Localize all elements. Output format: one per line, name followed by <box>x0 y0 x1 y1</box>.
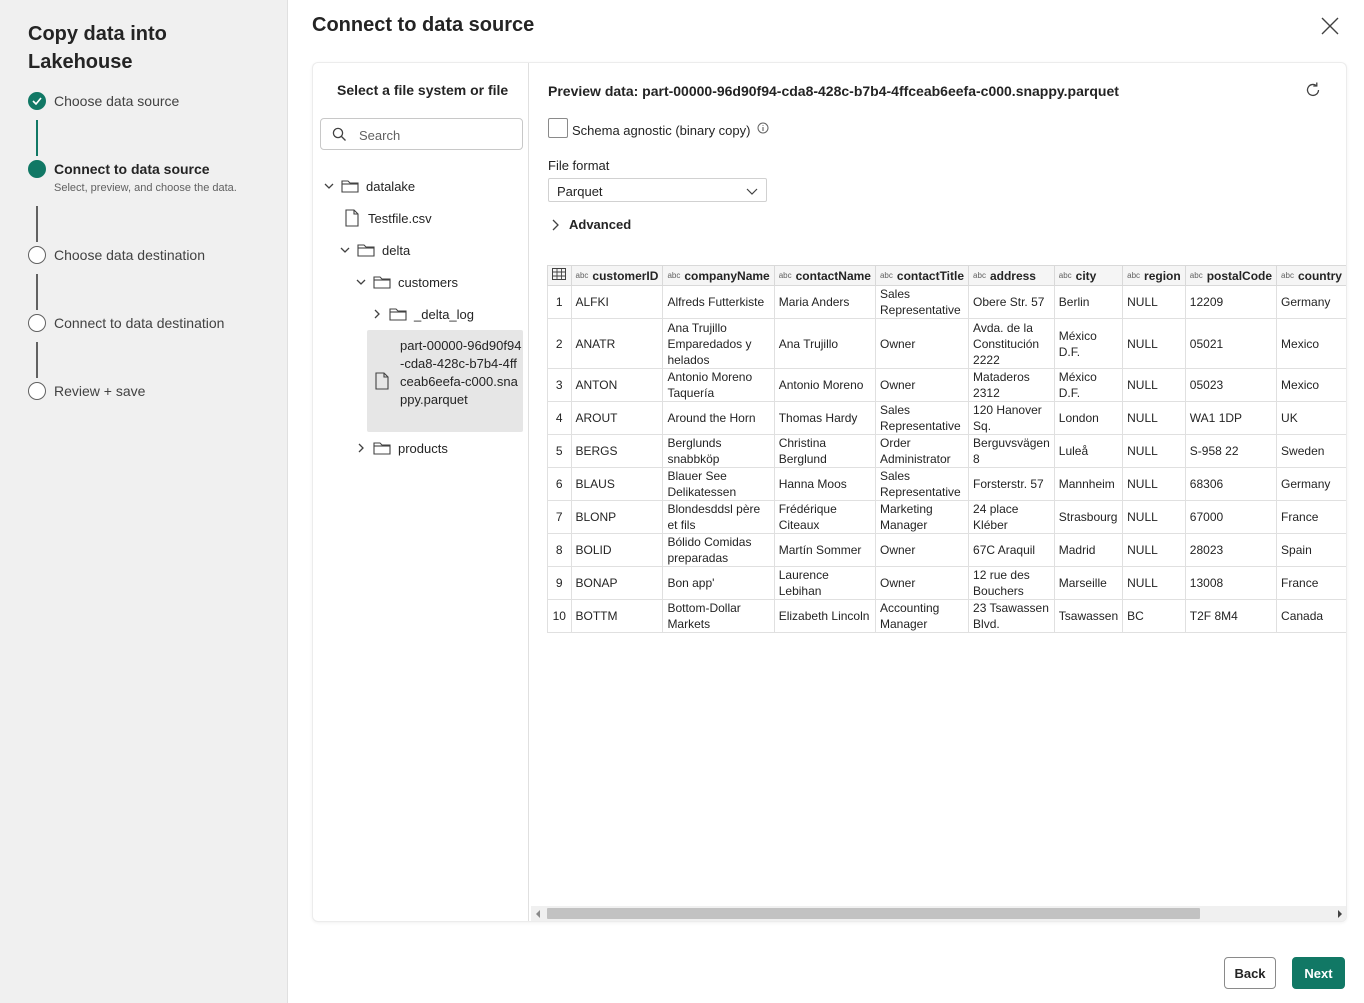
row-index-cell: 4 <box>548 402 572 435</box>
table-cell: Christina Berglund <box>774 435 875 468</box>
table-cell: Blauer See Delikatessen <box>663 468 774 501</box>
table-cell: Frédérique Citeaux <box>774 501 875 534</box>
table-cell: México D.F. <box>1054 369 1122 402</box>
table-cell: Laurence Lebihan <box>774 567 875 600</box>
column-header[interactable] <box>663 266 774 286</box>
file-tree-pane <box>313 63 529 922</box>
table-row <box>548 402 1347 435</box>
table-cell: BC <box>1123 600 1186 633</box>
table-cell: UK <box>1277 402 1347 435</box>
table-cell: Owner <box>875 567 968 600</box>
column-header-label: city <box>1075 268 1097 283</box>
table-cell: Madrid <box>1054 534 1122 567</box>
table-cell: Mexico <box>1277 319 1347 369</box>
table-cell: Alfreds Futterkiste <box>663 286 774 319</box>
column-header-label: address <box>989 268 1036 283</box>
chevron-down-icon[interactable] <box>353 274 369 290</box>
tree-item-testfile[interactable] <box>343 205 432 231</box>
table-cell: BERGS <box>571 435 663 468</box>
table-cell: S-958 22 <box>1185 435 1276 468</box>
table-cell: Bólido Comidas preparadas <box>663 534 774 567</box>
type-tag: abc <box>1281 270 1294 280</box>
type-tag: abc <box>879 270 893 280</box>
column-header[interactable] <box>1054 266 1122 286</box>
column-header-label: contactTitle <box>896 268 965 283</box>
row-index-cell: 3 <box>548 369 572 402</box>
tree-item-label: products <box>398 440 448 456</box>
folder-icon <box>373 439 391 457</box>
table-cell: NULL <box>1123 286 1186 319</box>
table-cell: 12209 <box>1185 286 1276 319</box>
table-cell: 13008 <box>1185 567 1276 600</box>
table-cell: Order Administrator <box>875 435 968 468</box>
table-cell: Avda. de la Constitución 2222 <box>969 319 1055 369</box>
row-index-cell: 7 <box>548 501 572 534</box>
table-cell: Berguvsvägen 8 <box>969 435 1055 468</box>
close-button[interactable] <box>1318 14 1342 38</box>
table-cell: France <box>1277 567 1347 600</box>
file-format-label: File format <box>548 158 610 173</box>
row-index-cell: 6 <box>548 468 572 501</box>
refresh-icon <box>1304 81 1322 99</box>
tree-heading: Select a file system or file <box>337 82 509 98</box>
table-cell: ANATR <box>571 319 663 369</box>
chevron-right-icon <box>551 219 559 231</box>
file-icon <box>343 209 361 227</box>
column-header-label: contactName <box>795 268 871 283</box>
tree-item-label: customers <box>398 274 458 290</box>
table-cell: Canada <box>1277 600 1347 633</box>
tree-item-datalake[interactable] <box>321 173 415 199</box>
table-cell: 68306 <box>1185 468 1276 501</box>
table-row <box>548 468 1347 501</box>
row-index-cell: 2 <box>548 319 572 369</box>
type-tag: abc <box>1127 270 1141 280</box>
table-cell: BOLID <box>571 534 663 567</box>
table-cell: NULL <box>1123 468 1186 501</box>
column-header[interactable] <box>1277 266 1347 286</box>
column-header-label: region <box>1144 268 1181 283</box>
next-button[interactable]: Next <box>1292 957 1345 989</box>
table-cell: Mexico <box>1277 369 1347 402</box>
column-header[interactable] <box>774 266 875 286</box>
table-row <box>548 567 1347 600</box>
row-index-cell: 8 <box>548 534 572 567</box>
table-grid-icon[interactable] <box>548 266 572 286</box>
column-header-label: companyName <box>684 268 770 283</box>
table-row <box>548 501 1347 534</box>
search-box <box>320 118 523 150</box>
table-cell: Sales Representative <box>875 286 968 319</box>
tree-item-delta-log[interactable] <box>369 301 474 327</box>
folder-icon <box>373 273 391 291</box>
tree-item-label: _delta_log <box>414 306 474 322</box>
table-cell: BLAUS <box>571 468 663 501</box>
type-tag: abc <box>1058 270 1072 280</box>
row-index-cell: 10 <box>548 600 572 633</box>
table-cell: NULL <box>1123 567 1186 600</box>
table-cell: Mataderos 2312 <box>969 369 1055 402</box>
table-row <box>548 534 1347 567</box>
table-cell: BOTTM <box>571 600 663 633</box>
table-cell: Hanna Moos <box>774 468 875 501</box>
table-row <box>548 369 1347 402</box>
type-tag: abc <box>1189 270 1203 280</box>
current-step-icon <box>28 160 46 178</box>
column-header[interactable] <box>571 266 663 286</box>
advanced-toggle[interactable] <box>551 217 631 232</box>
scrollbar-thumb[interactable] <box>547 908 1200 919</box>
column-header[interactable] <box>875 266 968 286</box>
preview-table <box>547 265 1347 633</box>
table-cell: Tsawassen <box>1054 600 1122 633</box>
search-icon <box>332 127 347 142</box>
step-description: Select, preview, and choose the data. <box>54 182 237 194</box>
tree-item-delta[interactable] <box>337 237 410 263</box>
table-cell: AROUT <box>571 402 663 435</box>
table-cell: NULL <box>1123 369 1186 402</box>
table-cell: BONAP <box>571 567 663 600</box>
table-cell: Strasbourg <box>1054 501 1122 534</box>
table-cell: Maria Anders <box>774 286 875 319</box>
row-index-cell: 5 <box>548 435 572 468</box>
table-cell: 67C Araquil <box>969 534 1055 567</box>
step-label: Connect to data source <box>54 161 210 177</box>
table-cell: Martín Sommer <box>774 534 875 567</box>
table-cell: Germany <box>1277 286 1347 319</box>
pending-step-icon <box>28 246 46 264</box>
column-header[interactable] <box>1185 266 1276 286</box>
row-index-cell: 9 <box>548 567 572 600</box>
type-tag: abc <box>667 270 681 280</box>
table-cell: Bon app' <box>663 567 774 600</box>
table-header-row <box>548 266 1347 286</box>
table-cell: ANTON <box>571 369 663 402</box>
table-row <box>548 286 1347 319</box>
table-cell: Obere Str. 57 <box>969 286 1055 319</box>
table-cell: Sweden <box>1277 435 1347 468</box>
info-icon[interactable] <box>757 122 769 134</box>
content-card <box>312 62 1347 922</box>
chevron-down-icon[interactable] <box>321 178 337 194</box>
column-header-label: customerID <box>592 268 659 283</box>
table-cell: NULL <box>1123 402 1186 435</box>
file-icon <box>375 372 389 393</box>
schema-agnostic-label: Schema agnostic (binary copy) <box>572 123 751 138</box>
page-title: Connect to data source <box>312 14 535 36</box>
checkmark-icon <box>28 92 46 110</box>
chevron-right-icon[interactable] <box>369 306 385 322</box>
table-cell: Thomas Hardy <box>774 402 875 435</box>
pending-step-icon <box>28 382 46 400</box>
table-row <box>548 600 1347 633</box>
column-header[interactable] <box>1123 266 1186 286</box>
folder-icon <box>341 177 359 195</box>
pending-step-icon <box>28 314 46 332</box>
row-index-cell: 1 <box>548 286 572 319</box>
table-cell: Owner <box>875 534 968 567</box>
table-cell: NULL <box>1123 534 1186 567</box>
table-cell: Berglunds snabbköp <box>663 435 774 468</box>
table-cell: 28023 <box>1185 534 1276 567</box>
type-tag: abc <box>778 270 792 280</box>
search-input[interactable] <box>359 125 509 145</box>
tree-item-label: part-00000-96d90f94-cda8-428c-b7b4-4ffceab6eefa-c000.snappy.parquet <box>400 338 522 407</box>
table-cell: 12 rue des Bouchers <box>969 567 1055 600</box>
table-cell: NULL <box>1123 319 1186 369</box>
table-cell: 24 place Kléber <box>969 501 1055 534</box>
back-button[interactable]: Back <box>1224 957 1276 989</box>
table-cell: Forsterstr. 57 <box>969 468 1055 501</box>
horizontal-scrollbar[interactable] <box>531 906 1347 922</box>
chevron-down-icon[interactable] <box>337 242 353 258</box>
step-label: Choose data destination <box>54 247 205 263</box>
table-cell: 67000 <box>1185 501 1276 534</box>
table-cell: France <box>1277 501 1347 534</box>
table-cell: Owner <box>875 319 968 369</box>
table-cell: 05023 <box>1185 369 1276 402</box>
table-cell: 05021 <box>1185 319 1276 369</box>
table-cell: NULL <box>1123 435 1186 468</box>
refresh-button[interactable] <box>1304 81 1322 99</box>
step-label: Connect to data destination <box>54 315 225 331</box>
schema-agnostic-checkbox[interactable] <box>548 118 568 138</box>
step-connector <box>36 274 38 310</box>
table-cell: Luleå <box>1054 435 1122 468</box>
tree-item-customers[interactable] <box>353 269 458 295</box>
column-header[interactable] <box>969 266 1055 286</box>
advanced-label: Advanced <box>569 217 632 232</box>
table-cell: Spain <box>1277 534 1347 567</box>
file-format-value: Parquet <box>557 184 603 199</box>
table-cell: Antonio Moreno Taquería <box>663 369 774 402</box>
column-header-label: postalCode <box>1206 268 1273 283</box>
table-cell: ALFKI <box>571 286 663 319</box>
scroll-left-icon[interactable] <box>535 909 541 919</box>
table-cell: Bottom-Dollar Markets <box>663 600 774 633</box>
table-cell: T2F 8M4 <box>1185 600 1276 633</box>
table-cell: Berlin <box>1054 286 1122 319</box>
table-cell: Ana Trujillo Emparedados y helados <box>663 319 774 369</box>
step-label: Choose data source <box>54 93 180 109</box>
tree-item-label: Testfile.csv <box>368 210 432 226</box>
table-cell: Mannheim <box>1054 468 1122 501</box>
step-connector <box>36 342 38 378</box>
step-connector <box>36 206 38 242</box>
step-label: Review + save <box>54 383 146 399</box>
table-row <box>548 435 1347 468</box>
table-cell: Around the Horn <box>663 402 774 435</box>
table-cell: Marketing Manager <box>875 501 968 534</box>
table-cell: Accounting Manager <box>875 600 968 633</box>
wizard-sidebar <box>0 0 288 1003</box>
tree-item-products[interactable] <box>353 435 448 461</box>
table-cell: 120 Hanover Sq. <box>969 402 1055 435</box>
table-cell: Sales Representative <box>875 402 968 435</box>
chevron-right-icon[interactable] <box>353 440 369 456</box>
scroll-right-icon[interactable] <box>1337 909 1343 919</box>
close-icon <box>1318 14 1342 38</box>
preview-table-container <box>547 265 1347 633</box>
file-format-dropdown[interactable] <box>548 178 767 202</box>
preview-title: Preview data: part-00000-96d90f94-cda8-428c-b7b4-4ffceab6eefa-c000.snappy.parquet <box>548 83 1119 99</box>
table-cell: Owner <box>875 369 968 402</box>
table-cell: México D.F. <box>1054 319 1122 369</box>
folder-icon <box>357 241 375 259</box>
table-cell: NULL <box>1123 501 1186 534</box>
table-row <box>548 319 1347 369</box>
type-tag: abc <box>575 270 589 280</box>
table-cell: BLONP <box>571 501 663 534</box>
table-cell: WA1 1DP <box>1185 402 1276 435</box>
wizard-title: Copy data into Lakehouse <box>28 23 167 73</box>
table-cell: Sales Representative <box>875 468 968 501</box>
table-cell: Elizabeth Lincoln <box>774 600 875 633</box>
chevron-down-icon <box>746 186 758 196</box>
table-cell: Antonio Moreno <box>774 369 875 402</box>
table-cell: 23 Tsawassen Blvd. <box>969 600 1055 633</box>
table-cell: Marseille <box>1054 567 1122 600</box>
table-cell: Blondesddsl père et fils <box>663 501 774 534</box>
tree-item-label: datalake <box>366 178 416 194</box>
tree-item-label: delta <box>382 242 411 258</box>
table-cell: Ana Trujillo <box>774 319 875 369</box>
folder-icon <box>389 305 407 323</box>
table-cell: London <box>1054 402 1122 435</box>
column-header-label: country <box>1297 268 1342 283</box>
table-cell: Germany <box>1277 468 1347 501</box>
type-tag: abc <box>973 270 986 280</box>
step-connector <box>36 120 38 156</box>
